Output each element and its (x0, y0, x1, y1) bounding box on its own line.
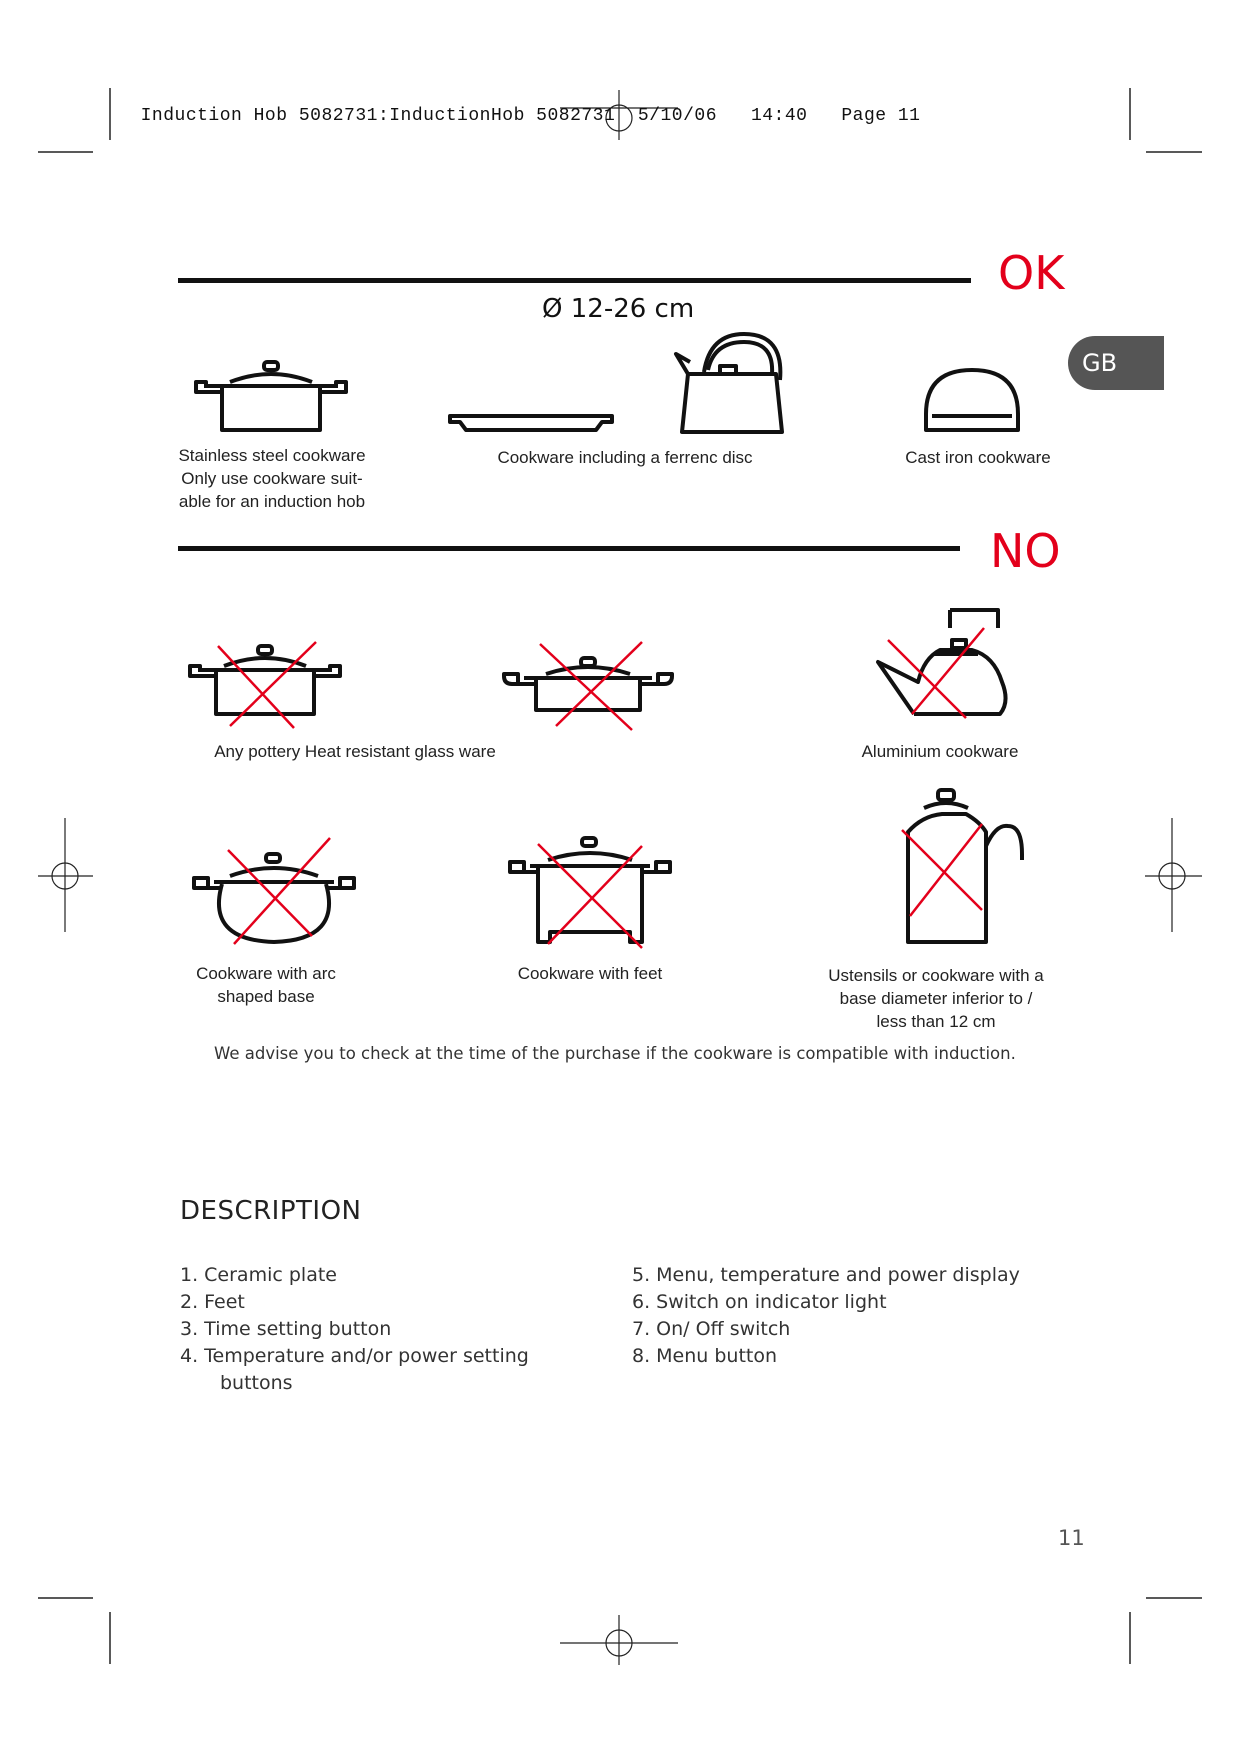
description-list-right (632, 1262, 1112, 1370)
cast-iron-pot-icon (920, 364, 1024, 436)
glass-pan-crossed-icon (500, 640, 676, 732)
description-item-2: 2. Feet (180, 1291, 245, 1313)
description-item-7: 7. On/ Off switch (632, 1318, 791, 1340)
ok-caption-stainless: Stainless steel cookware Only use cookware suit- able for an induction hob (178, 446, 366, 511)
description-item-5: 5. Menu, temperature and power display (632, 1264, 1020, 1286)
arc-base-pot-crossed-icon (186, 832, 362, 950)
language-tab-label: GB (1082, 349, 1118, 377)
registration-mark-left (38, 818, 93, 932)
registration-mark-right (1145, 818, 1202, 932)
no-caption-small-diameter: Ustensils or cookware with a base diameter inferior to / less than 12 cm (828, 966, 1044, 1031)
description-title: DESCRIPTION (180, 1196, 362, 1226)
no-caption-arc-base: Cookware with arc shaped base (196, 964, 336, 1006)
description-item-3: 3. Time setting button (180, 1318, 392, 1340)
description-list-left (180, 1262, 600, 1397)
description-item-4: 4. Temperature and/or power setting (180, 1345, 529, 1367)
slug-date: 5/10/06 (637, 106, 718, 126)
flat-pan-icon (446, 408, 616, 436)
ok-caption-cast-iron: Cast iron cookware (905, 448, 1051, 467)
no-caption-aluminium: Aluminium cookware (861, 742, 1019, 761)
advice-text: We advise you to check at the time of the purchase if the cookware is compatible with induction. (214, 1044, 1016, 1063)
description-item-6: 6. Switch on indicator light (632, 1291, 887, 1313)
no-caption-pottery-glass: Any pottery Heat resistant glass ware (214, 742, 496, 761)
no-caption-feet: Cookware with feet (517, 964, 663, 983)
kettle-icon (672, 328, 790, 438)
feet-pot-crossed-icon (502, 832, 678, 958)
ok-caption-ferrenc: Cookware including a ferrenc disc (497, 448, 753, 467)
language-tab (1068, 336, 1164, 390)
slug-text: Induction Hob 5082731:InductionHob 5082731 (140, 106, 616, 126)
registration-mark-bottom (560, 1615, 678, 1665)
description-item-4-cont: buttons (220, 1372, 293, 1394)
slug-page: Page 11 (841, 106, 921, 126)
no-rule (178, 546, 960, 551)
page-number: 11 (1058, 1526, 1085, 1550)
no-label: NO (990, 524, 1061, 578)
description-item-8: 8. Menu button (632, 1345, 778, 1367)
tall-jug-crossed-icon (888, 782, 1028, 950)
pottery-pot-crossed-icon (184, 640, 346, 730)
diameter-range: Ø 12-26 cm (542, 294, 695, 324)
ok-rule (178, 278, 971, 283)
stainless-pot-icon (190, 358, 352, 434)
aluminium-kettle-crossed-icon (874, 602, 1014, 726)
description-item-1: 1. Ceramic plate (180, 1264, 337, 1286)
slug-time: 14:40 (750, 106, 808, 126)
ok-label: OK (998, 246, 1065, 300)
print-slug (118, 86, 920, 126)
